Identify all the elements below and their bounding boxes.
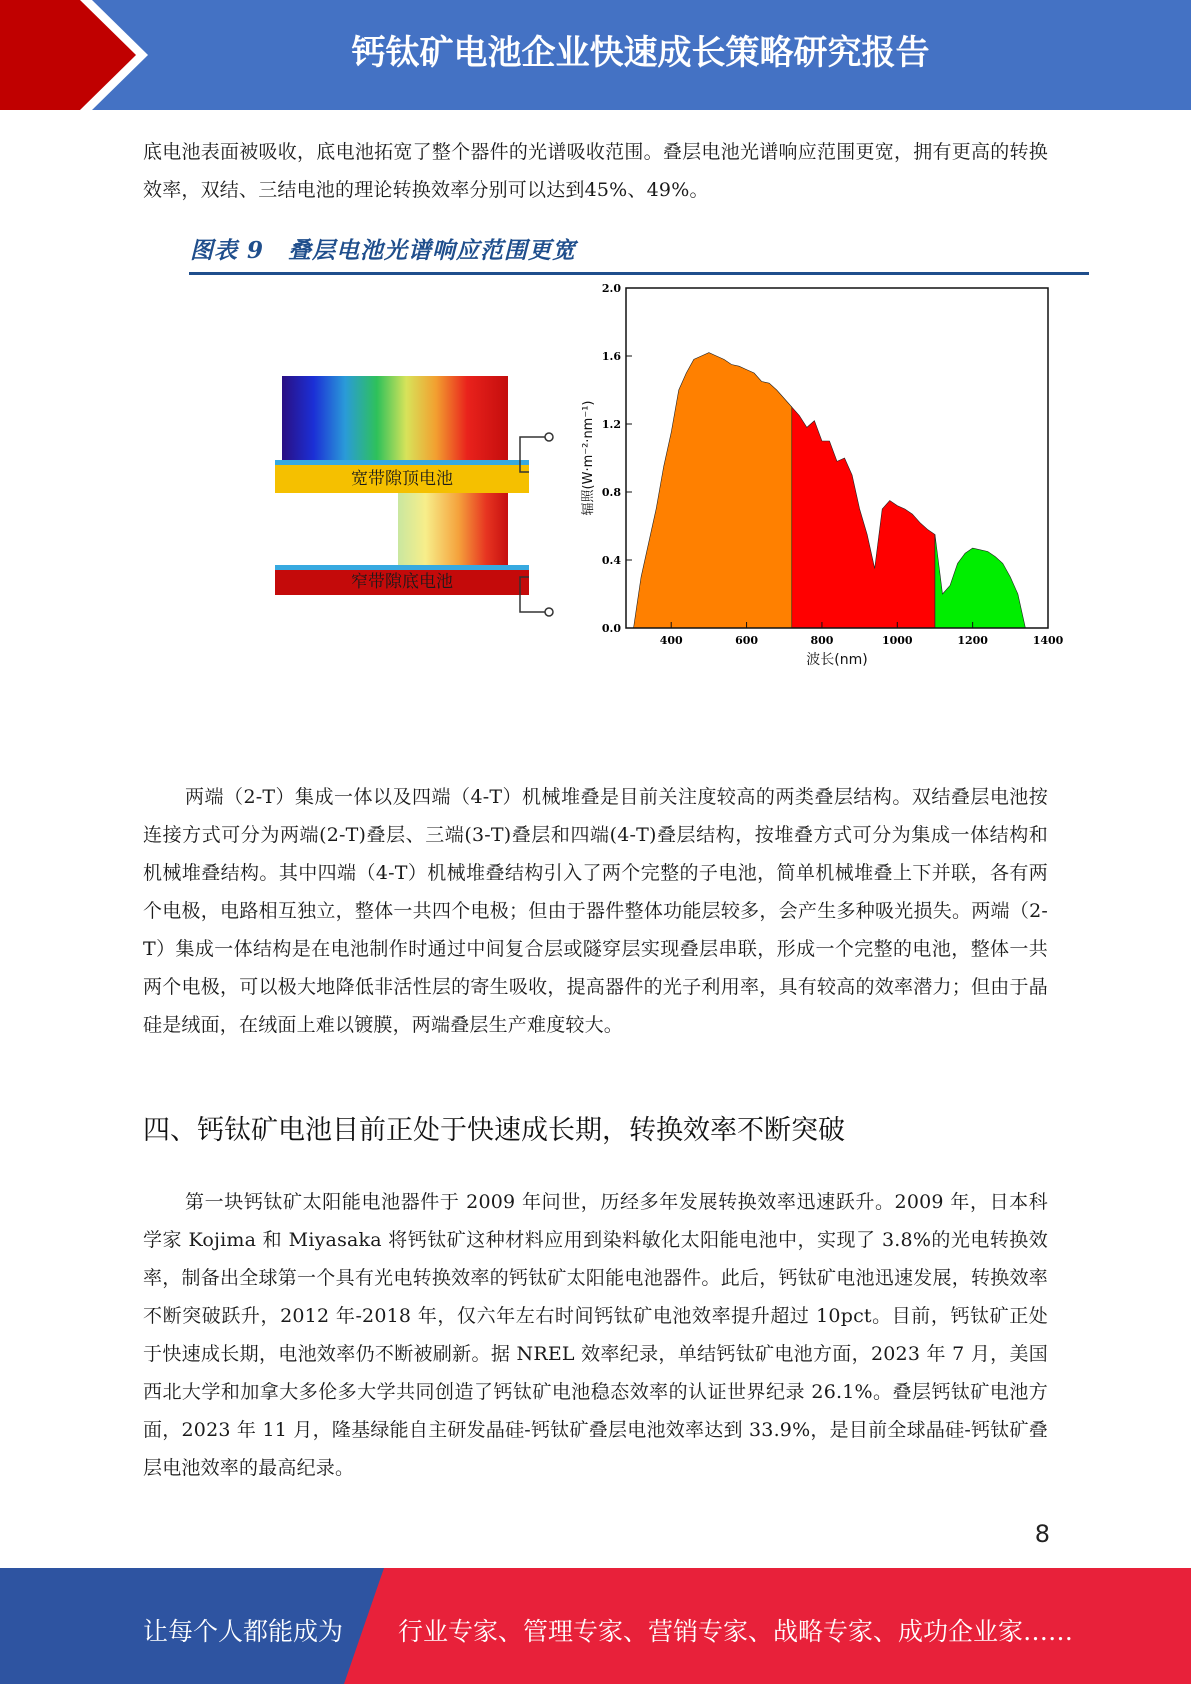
solar-spectrum-chart — [568, 272, 1068, 672]
y-tick-label: 0.0 — [601, 622, 621, 635]
tandem-cell-diagram — [270, 372, 560, 622]
wide-bandgap-top-cell: 宽带隙顶电池 — [275, 460, 529, 493]
header-arrow-graphic — [0, 0, 160, 110]
y-tick-label: 0.4 — [601, 554, 621, 567]
section-heading: 四、钙钛矿电池目前正处于快速成长期，转换效率不断突破 — [143, 1115, 845, 1146]
chart-y-axis-label: 辐照(W·m⁻²·nm⁻¹) — [581, 400, 596, 516]
narrow-bandgap-bottom-cell: 窄带隙底电池 — [275, 565, 529, 595]
x-tick-label: 400 — [659, 634, 683, 647]
y-tick-label: 2.0 — [601, 282, 621, 295]
paragraph-efficiency-history: 第一块钙钛矿太阳能电池器件于 2009 年问世，历经多年发展转换效率迅速跃升。2009 年，日本科学家 Kojima 和 Miyasaka 将钙钛矿这种材料应用到染料敏化太阳能电池中，实现了 3.8%的光电转换效率，制备出全球第一个具有光电转换效率的钙钛矿太阳能电池器件。此后，钙钛矿电池迅速发展，转换效率不断突破跃升，2012 年-2018 年，仅六年左右时间钙钛矿电池效率提升超过 10pct。目前，钙钛矿正处于快速成长期，电池效率仍不断被刷新。据 NREL 效率纪录，单结钙钛矿电池方面，2023 年 7 月，美国西北大学和加拿大多伦多大学共同创造了钙钛矿电池稳态效率的认证世界纪录 26.1%。叠层钙钛矿电池方面，2023 年 11 月，隆基绿能自主研发晶硅-钙钛矿叠层电池效率达到 33.9%，是目前全球晶硅-钙钛矿叠层电池效率的最高纪录。 — [143, 1191, 1048, 1479]
x-tick-label: 1200 — [957, 634, 988, 647]
spectrum-area-3 — [935, 535, 1025, 629]
x-tick-label: 800 — [810, 634, 834, 647]
spectrum-area-1 — [634, 353, 792, 628]
footer-slogan-right: 行业专家、管理专家、营销专家、战略专家、成功企业家…… — [398, 1617, 1074, 1646]
electrode-wires — [270, 372, 560, 622]
spectrum-area-2 — [792, 407, 935, 628]
chart-plot-area — [634, 353, 1026, 628]
header-title: 钙钛矿电池企业快速成长策略研究报告 — [351, 33, 930, 73]
figure-caption: 图表 9 叠层电池光谱响应范围更宽 — [190, 237, 577, 264]
y-tick-label: 0.8 — [601, 486, 621, 499]
x-tick-label: 1000 — [881, 634, 913, 647]
x-tick-label: 600 — [735, 634, 759, 647]
footer-slogan-left: 让每个人都能成为 — [143, 1617, 344, 1646]
chart-x-axis-label: 波长(nm) — [806, 652, 868, 668]
page-header — [0, 0, 1191, 110]
page-number: 8 — [1034, 1520, 1050, 1548]
x-tick-label: 1400 — [1032, 634, 1064, 647]
y-tick-label: 1.6 — [601, 350, 621, 363]
page-footer — [0, 1568, 1191, 1684]
intro-paragraph: 底电池表面被吸收，底电池拓宽了整个器件的光谱吸收范围。叠层电池光谱响应范围更宽，拥有更高的转换效率，双结、三结电池的理论转换效率分别可以达到45%、49%。 — [143, 141, 1048, 201]
y-tick-label: 1.2 — [601, 418, 621, 431]
paragraph-tandem-structures: 两端（2-T）集成一体以及四端（4-T）机械堆叠是目前关注度较高的两类叠层结构。双结叠层电池按连接方式可分为两端(2-T)叠层、三端(3-T)叠层和四端(4-T)叠层结构，按堆叠方式可分为集成一体结构和机械堆叠结构。其中四端（4-T）机械堆叠结构引入了两个完整的子电池，简单机械堆叠上下并联，各有两个电极，电路相互独立，整体一共四个电极；但由于器件整体功能层较多，会产生多种吸光损失。两端（2-T）集成一体结构是在电池制作时通过中间复合层或隧穿层实现叠层串联，形成一个完整的电池，整体一共两个电极，可以极大地降低非活性层的寄生吸收，提高器件的光子利用率，具有较高的效率潜力；但由于晶硅是绒面，在绒面上难以镀膜，两端叠层生产难度较大。 — [143, 786, 1048, 1036]
